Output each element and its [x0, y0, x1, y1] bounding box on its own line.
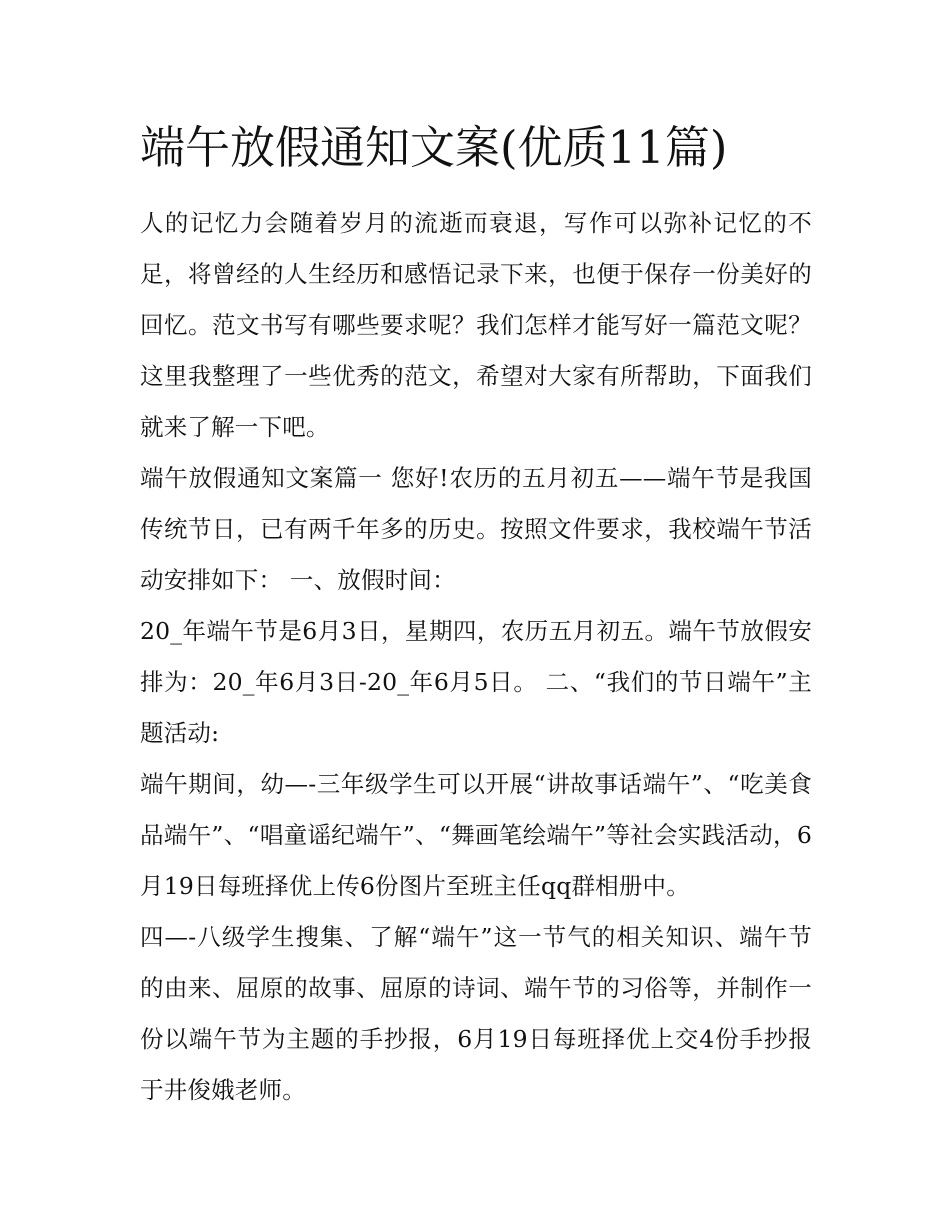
document-body — [140, 198, 812, 1116]
paragraph-holiday-schedule: 20_年端午节是6月3日，星期四，农历五月初五。端午节放假安排为：20_年6月3日-20_年6月5日。 二、“我们的节日端午”主题活动: — [140, 617, 812, 747]
paragraph-notice-opening: 端午放假通知文案篇一 您好!农历的五月初五——端午节是我国传统节日，已有两千年多的历史。按照文件要求，我校端午节活动安排如下： 一、放假时间： — [140, 464, 812, 594]
paragraph-intro: 人的记忆力会随着岁月的流逝而衰退，写作可以弥补记忆的不足，将曾经的人生经历和感悟记录下来，也便于保存一份美好的回忆。范文书写有哪些要求呢？我们怎样才能写好一篇范文呢？这里我整理了一些优秀的范文，希望对大家有所帮助，下面我们就来了解一下吧。 — [140, 209, 812, 441]
paragraph-junior-activities: 端午期间，幼—-三年级学生可以开展“讲故事话端午”、“吃美食品端午”、“唱童谣纪端午”、“舞画笔绘端午”等社会实践活动，6月19日每班择优上传6份图片至班主任qq群相册中。 — [140, 770, 812, 900]
document-title: 端午放假通知文案(优质11篇) — [140, 121, 728, 174]
paragraph-senior-activities: 四—-八级学生搜集、了解“端午”这一节气的相关知识、端午节的由来、屈原的故事、屈原的诗词、端午节的习俗等，并制作一份以端午节为主题的手抄报，6月19日每班择优上交4份手抄报于井俊娥老师。 — [140, 923, 812, 1104]
